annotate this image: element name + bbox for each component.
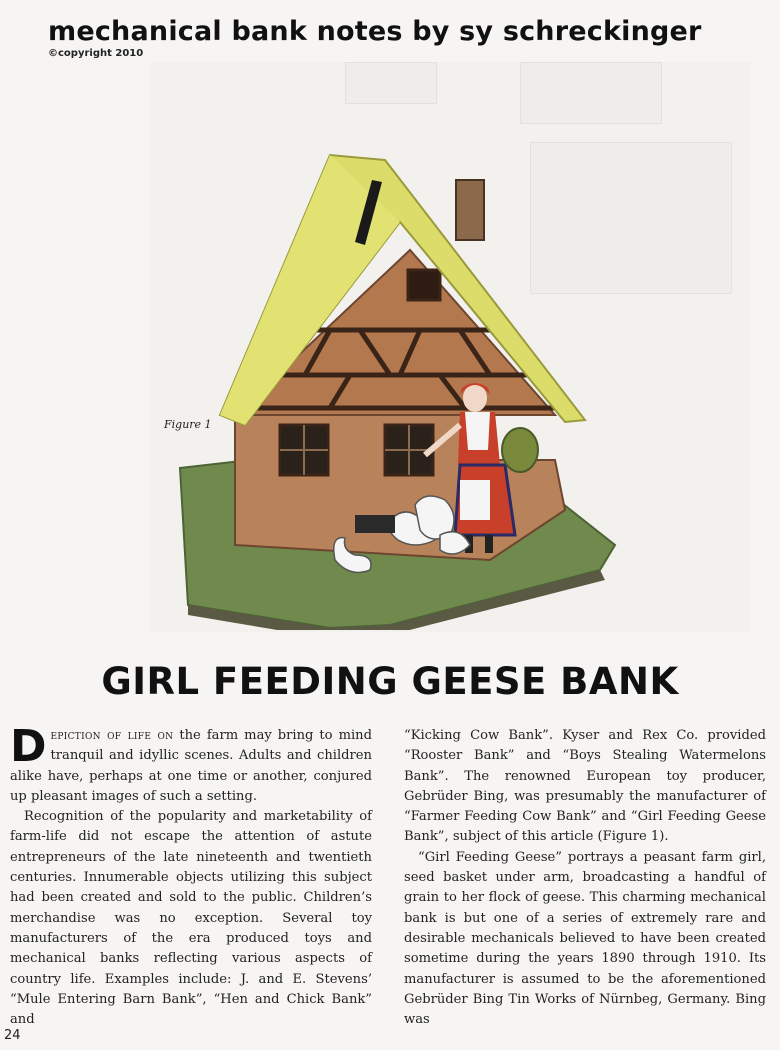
text-column-right: [404, 726, 766, 1030]
lead-smallcaps: epiction of life on: [50, 728, 174, 743]
text-column-left: [10, 721, 372, 1030]
figure-caption: Figure 1: [164, 418, 212, 431]
chimney: [456, 180, 484, 240]
left-window: [280, 425, 328, 475]
drop-cap: D: [10, 721, 47, 772]
header-title: mechanical bank notes by sy schreckinger: [48, 16, 702, 47]
paragraph-2: Recognition of the popularity and marketability of farm-life did not escape the attention of astute entrepreneurs of the late nineteenth and twentieth centuries. Innumerable objects utilizing this subject had been created and sold to the public. Children’s merchandise was no exception. Several toy manufacturers of the era produced toys and mechanical banks reflecting various aspects of country life. Examples include: J. and E. Stevens’ “Mule Entering Barn Bank”, “Hen and Chick Bank” and: [10, 809, 372, 1028]
background-sign: [520, 62, 662, 124]
background-sign: [345, 62, 437, 104]
paragraph-3: “Kicking Cow Bank”. Kyser and Rex Co. provided “Rooster Bank” and “Boys Stealing Watermelons Bank”. The renowned European toy producer, Gebrüder Bing, was presumably the manufacturer of “Farmer Feeding Cow Bank” and “Girl Feeding Geese Bank”, subject of this article (Figure 1).: [404, 728, 766, 845]
paragraph-intro: [10, 721, 372, 807]
paragraph-1-text: the farm may bring to mind tranquil and idyllic scenes. Adults and children alike have, perhaps at one time or another, conjured up pleasant images of such a setting.: [10, 728, 372, 804]
paragraph-4: “Girl Feeding Geese” portrays a peasant farm girl, seed basket under arm, broadcasting a handful of grain to her flock of geese. This charming mechanical bank is but one of a series of extremely rare and desirable mechanicals believed to have been created sometime during the years 1890 through 1910. Its manufacturer is assumed to be the aforementioned Gebrüder Bing Tin Works of Nürnbeg, Germany. Bing was: [404, 849, 766, 1028]
page-number: 24: [4, 1028, 21, 1043]
right-window: [385, 425, 433, 475]
attic-window: [408, 270, 440, 300]
copyright-notice: ©copyright 2010: [48, 48, 144, 59]
seed-trough: [355, 515, 395, 533]
article-title: GIRL FEEDING GEESE BANK: [101, 660, 679, 703]
bank-photo: [160, 150, 630, 630]
